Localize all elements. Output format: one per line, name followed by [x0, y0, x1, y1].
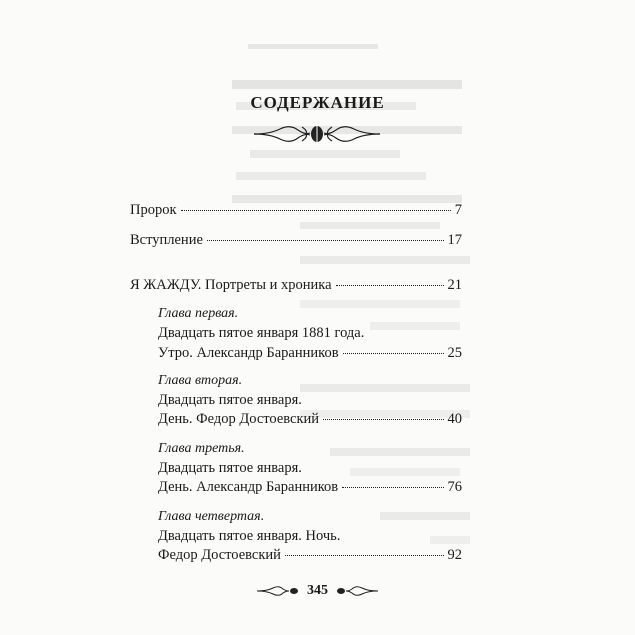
toc-page-number: 92 — [447, 547, 462, 563]
toc-entry — [158, 478, 462, 496]
toc-page-number: 40 — [447, 411, 462, 427]
toc-entry-label: День. Александр Баранников — [158, 479, 339, 495]
flourish-left-icon — [255, 585, 301, 597]
page-title: СОДЕРЖАНИЕ — [250, 93, 385, 112]
toc-entry — [130, 276, 462, 294]
chapter-subtitle: Двадцать пятое января 1881 года. — [158, 325, 365, 341]
toc-page-number: 7 — [454, 202, 462, 218]
dot-leader — [207, 240, 444, 241]
dot-leader — [285, 555, 444, 556]
dot-leader — [336, 285, 444, 286]
toc-entry-label: Федор Достоевский — [158, 547, 281, 563]
toc-entry — [158, 546, 462, 564]
dot-leader — [181, 210, 451, 211]
toc-entry — [158, 344, 462, 362]
toc-entry-label: Пророк — [130, 202, 177, 218]
chapter-subtitle: Двадцать пятое января. — [158, 460, 302, 476]
toc-entry-label: День. Федор Достоевский — [158, 411, 320, 427]
toc-entry — [130, 231, 462, 249]
chapter-label: Глава вторая. — [158, 373, 243, 388]
page-footer — [0, 583, 635, 599]
toc-entry-label: Вступление — [130, 232, 203, 248]
chapter-label: Глава четвертая. — [158, 509, 265, 524]
dot-leader — [342, 487, 443, 488]
toc-entry — [158, 410, 462, 428]
chapter-subtitle: Двадцать пятое января. — [158, 392, 302, 408]
dot-leader — [323, 419, 443, 420]
flourish-right-icon — [334, 585, 380, 597]
toc-page-number: 76 — [447, 479, 462, 495]
chapter-label: Глава третья. — [158, 441, 245, 456]
toc-page-number: 21 — [447, 277, 462, 293]
chapter-subtitle: Двадцать пятое января. Ночь. — [158, 528, 341, 544]
toc-entry — [130, 201, 462, 219]
chapter-label: Глава первая. — [158, 306, 239, 321]
toc-page-number: 17 — [447, 232, 462, 248]
ornament-divider-icon — [250, 121, 384, 147]
toc-entry-label: Утро. Александр Баранников — [158, 345, 339, 361]
toc-page-number: 25 — [447, 345, 462, 361]
dot-leader — [343, 353, 444, 354]
toc-entry-label: Я ЖАЖДУ. Портреты и хроника — [130, 277, 332, 293]
page-number: 345 — [307, 583, 328, 598]
